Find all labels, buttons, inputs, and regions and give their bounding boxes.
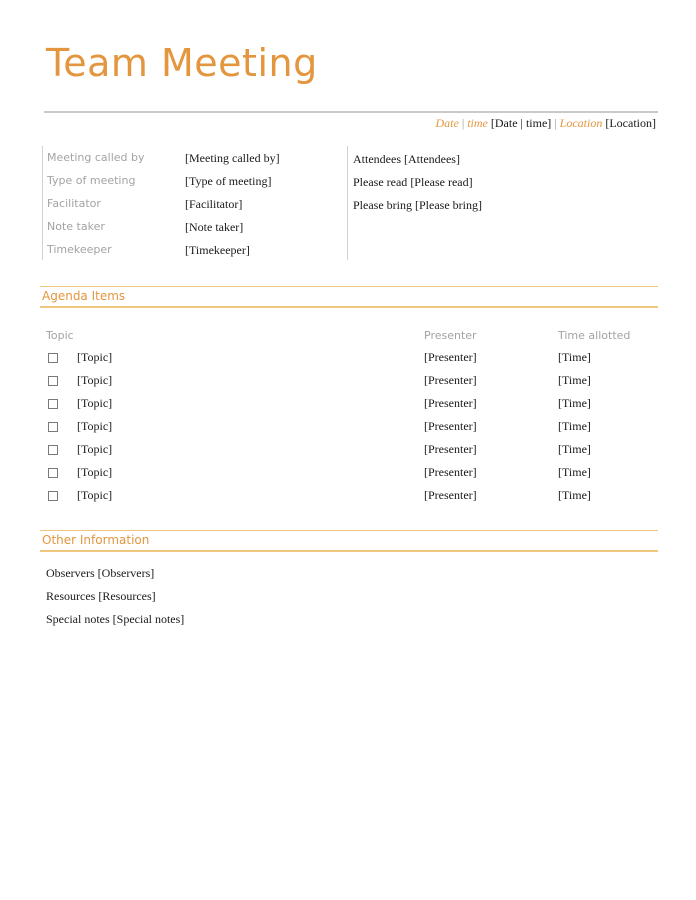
time-field[interactable]: [Time] — [558, 488, 591, 502]
info-label: Facilitator — [47, 197, 101, 210]
agenda-row — [44, 373, 658, 391]
note-taker-field[interactable]: [Note taker] — [185, 220, 244, 234]
topic-checkbox[interactable] — [48, 399, 58, 409]
info-row-timekeeper — [47, 243, 347, 261]
other-info-section-header — [40, 530, 658, 552]
topic-field[interactable]: [Topic] — [77, 396, 113, 410]
time-label: time — [467, 116, 488, 130]
title-divider — [44, 111, 658, 113]
time-column-header: Time allotted — [558, 329, 631, 342]
date-label: Date — [435, 116, 459, 130]
topic-checkbox[interactable] — [48, 422, 58, 432]
topic-checkbox[interactable] — [48, 376, 58, 386]
attendees-line — [353, 152, 460, 167]
agenda-row — [44, 419, 658, 437]
info-row-facilitator — [47, 197, 347, 215]
agenda-row — [44, 442, 658, 460]
location-separator: | — [554, 116, 557, 130]
info-row-called-by — [47, 151, 347, 169]
topic-field[interactable]: [Topic] — [77, 419, 113, 433]
facilitator-field[interactable]: [Facilitator] — [185, 197, 243, 211]
topic-checkbox[interactable] — [48, 445, 58, 455]
attendees-field[interactable]: [Attendees] — [403, 152, 460, 166]
topic-field[interactable]: [Topic] — [77, 442, 113, 456]
time-field[interactable]: [Time] — [558, 442, 591, 456]
presenter-field[interactable]: [Presenter] — [424, 488, 477, 502]
time-field[interactable]: [Time] — [558, 350, 591, 364]
info-label: Type of meeting — [47, 174, 136, 187]
special-notes-label: Special notes — [46, 612, 110, 626]
topic-column-header: Topic — [46, 329, 74, 342]
meeting-info-left — [42, 146, 347, 260]
info-row-note-taker — [47, 220, 347, 238]
topic-field[interactable]: [Topic] — [77, 350, 113, 364]
info-label: Meeting called by — [47, 151, 145, 164]
date-time-separator: | — [461, 116, 465, 130]
location-field[interactable]: [Location] — [605, 116, 656, 130]
agenda-row — [44, 350, 658, 368]
observers-label: Observers — [46, 566, 95, 580]
topic-checkbox[interactable] — [48, 353, 58, 363]
topic-field[interactable]: [Topic] — [77, 465, 113, 479]
presenter-field[interactable]: [Presenter] — [424, 465, 477, 479]
please-read-line — [353, 175, 473, 190]
info-column-divider — [347, 146, 348, 260]
agenda-row — [44, 465, 658, 483]
info-label: Note taker — [47, 220, 105, 233]
please-read-label: Please read — [353, 175, 408, 189]
presenter-field[interactable]: [Presenter] — [424, 396, 477, 410]
date-time-field[interactable]: [Date | time] — [490, 116, 552, 130]
time-field[interactable]: [Time] — [558, 396, 591, 410]
agenda-row — [44, 488, 658, 506]
other-info-section-title: Other Information — [42, 533, 150, 547]
please-bring-label: Please bring — [353, 198, 412, 212]
time-field[interactable]: [Time] — [558, 465, 591, 479]
topic-checkbox[interactable] — [48, 468, 58, 478]
info-label: Timekeeper — [47, 243, 112, 256]
resources-line — [46, 589, 156, 604]
presenter-field[interactable]: [Presenter] — [424, 419, 477, 433]
time-field[interactable]: [Time] — [558, 373, 591, 387]
meeting-called-by-field[interactable]: [Meeting called by] — [185, 151, 280, 165]
timekeeper-field[interactable]: [Timekeeper] — [185, 243, 250, 257]
topic-field[interactable]: [Topic] — [77, 488, 113, 502]
page-title[interactable]: Team Meeting — [46, 41, 318, 85]
presenter-field[interactable]: [Presenter] — [424, 350, 477, 364]
type-of-meeting-field[interactable]: [Type of meeting] — [185, 174, 272, 188]
agenda-row — [44, 396, 658, 414]
presenter-field[interactable]: [Presenter] — [424, 442, 477, 456]
observers-field[interactable]: [Observers] — [97, 566, 155, 580]
time-field[interactable]: [Time] — [558, 419, 591, 433]
attendees-label: Attendees — [353, 152, 401, 166]
resources-label: Resources — [46, 589, 96, 603]
agenda-section-title: Agenda Items — [42, 289, 126, 303]
resources-field[interactable]: [Resources] — [98, 589, 156, 603]
info-row-type — [47, 174, 347, 192]
presenter-field[interactable]: [Presenter] — [424, 373, 477, 387]
location-label: Location — [559, 116, 603, 130]
agenda-section-header — [40, 286, 658, 308]
topic-field[interactable]: [Topic] — [77, 373, 113, 387]
observers-line — [46, 566, 154, 581]
presenter-column-header: Presenter — [424, 329, 477, 342]
date-location-line — [435, 116, 656, 130]
special-notes-field[interactable]: [Special notes] — [112, 612, 185, 626]
topic-checkbox[interactable] — [48, 491, 58, 501]
please-read-field[interactable]: [Please read] — [410, 175, 473, 189]
please-bring-field[interactable]: [Please bring] — [415, 198, 482, 212]
please-bring-line — [353, 198, 482, 213]
special-notes-line — [46, 612, 184, 627]
